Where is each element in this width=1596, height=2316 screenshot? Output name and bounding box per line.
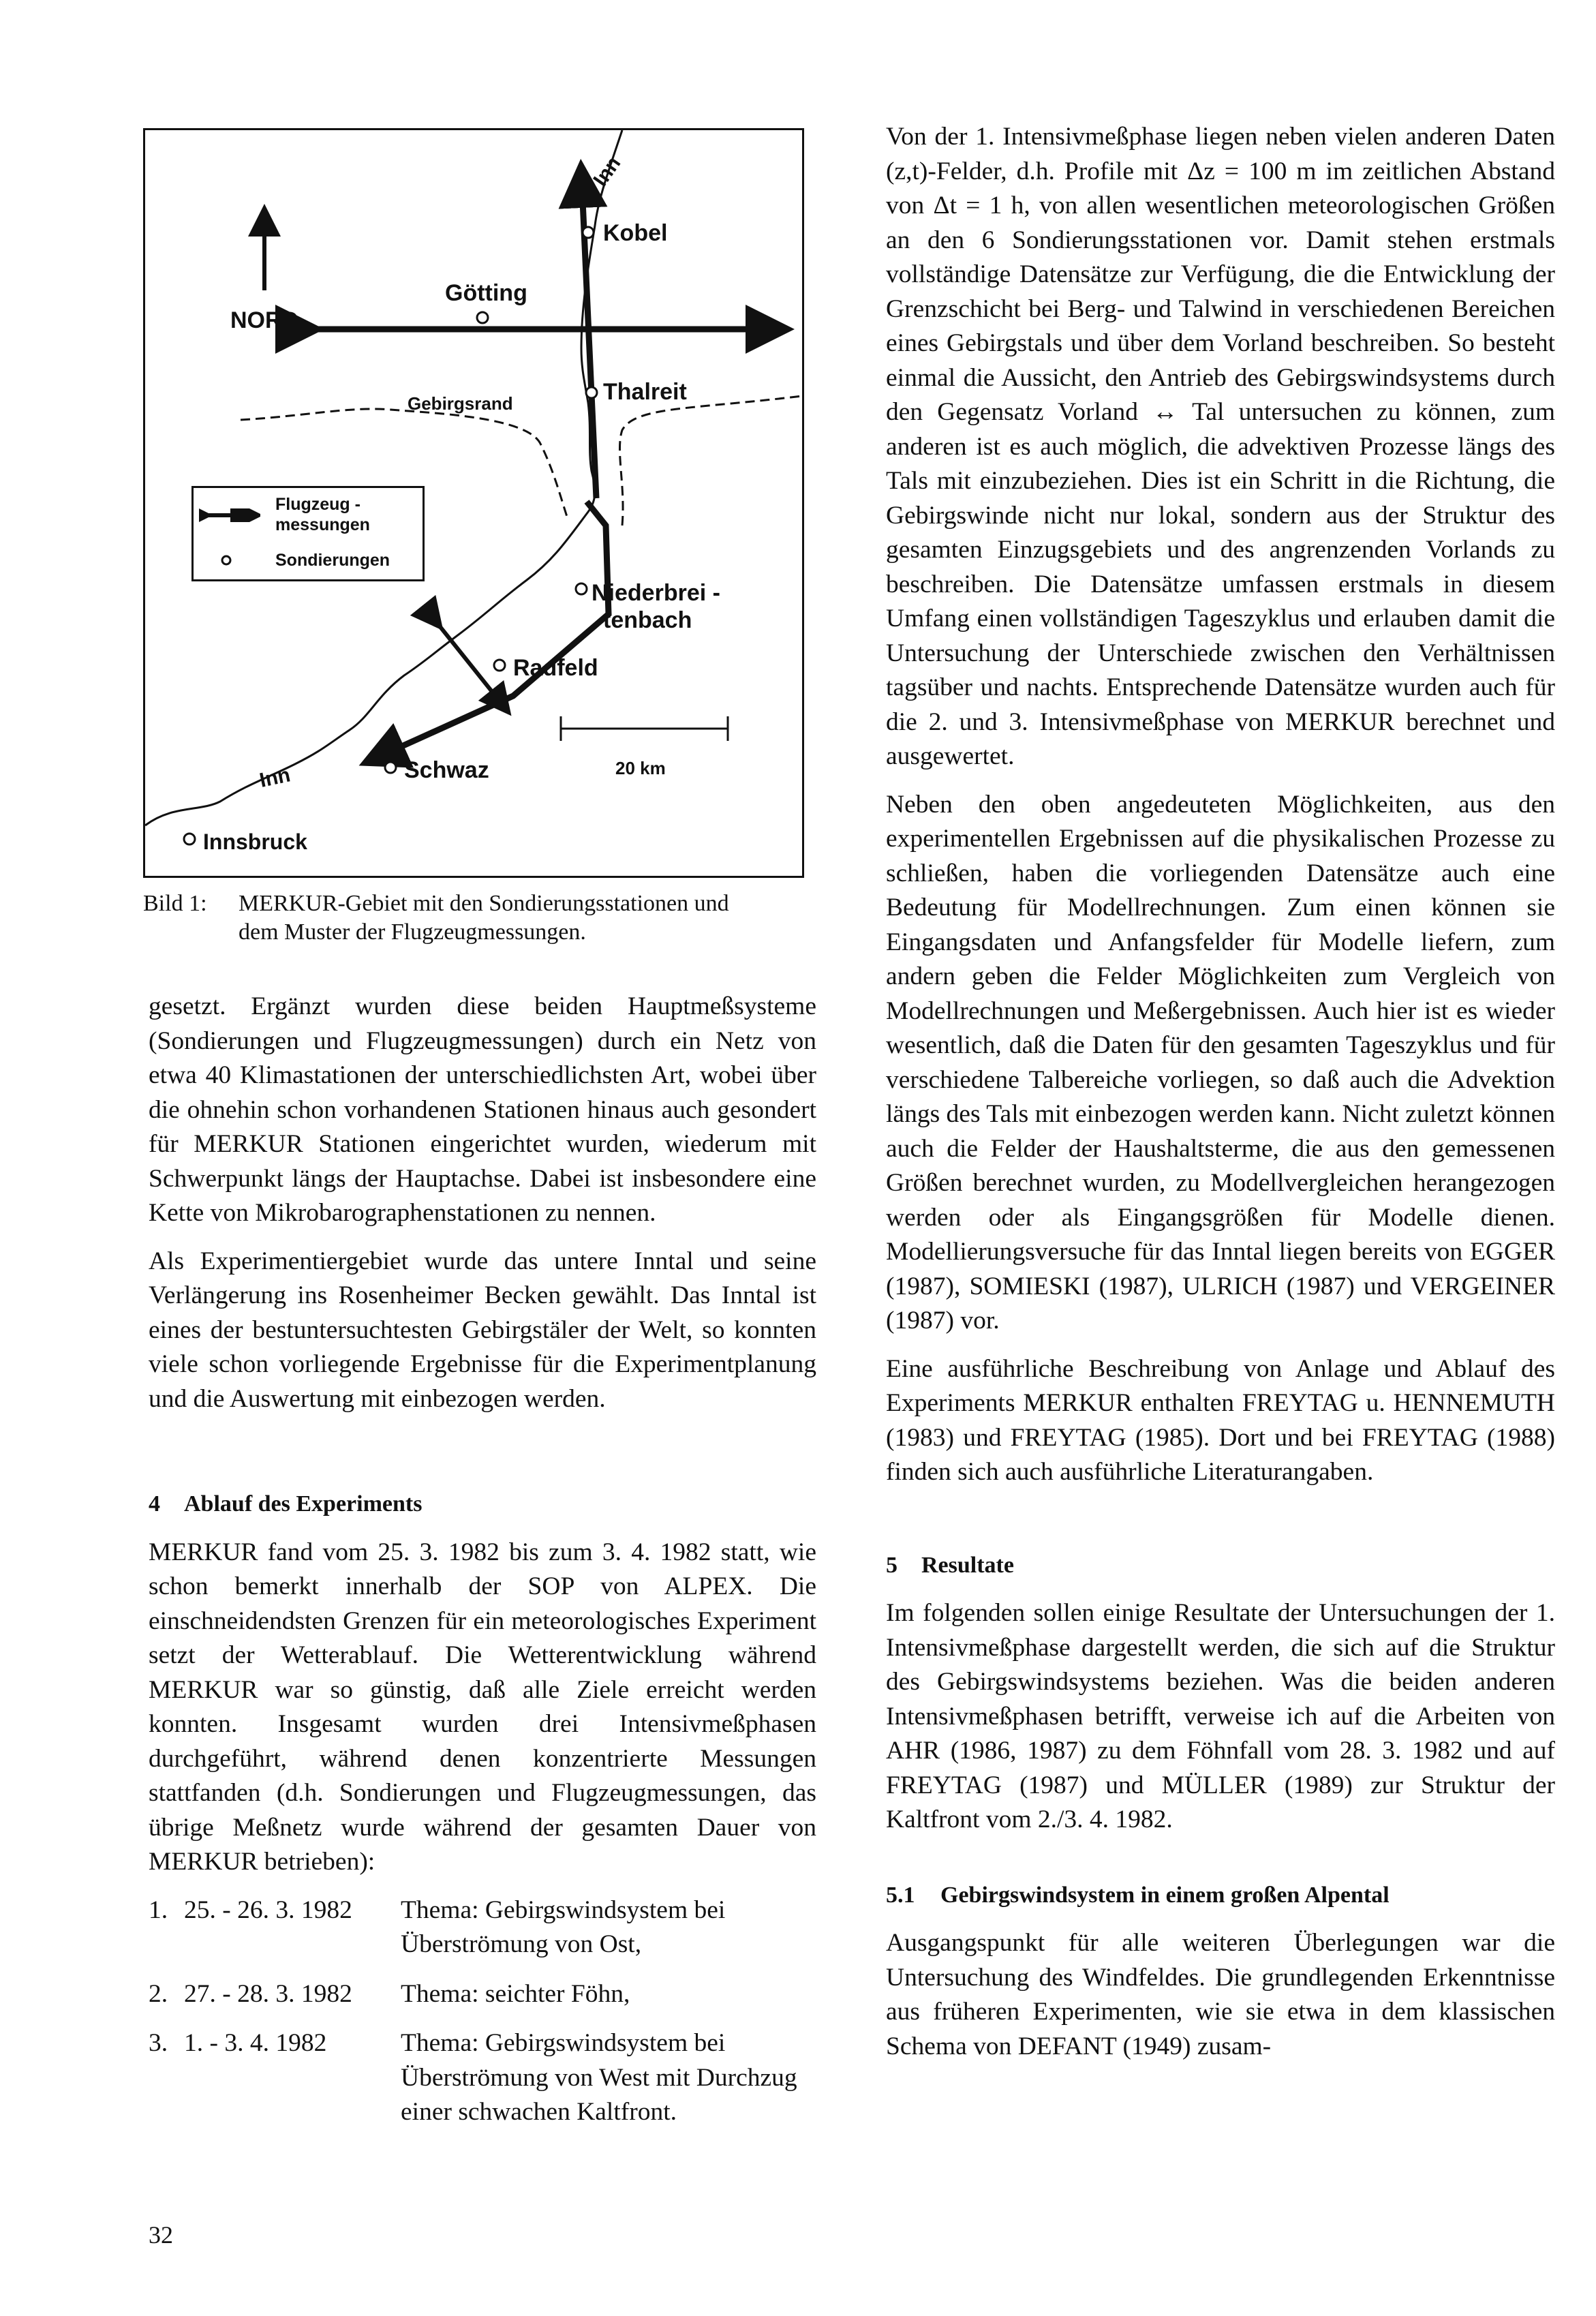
section-5-heading: 5 Resultate (886, 1552, 1014, 1578)
label-niederbreitenbach-1: Niederbrei - (592, 580, 720, 606)
right-paragraph-5: Ausgangspunkt für alle weiteren Überlegungen war die Untersuchung des Windfeldes. Die grundlegenden Erkenntnisse aus früheren Experimenten, wie sie etwa in dem klassischen Schema von DEFANT (1949) zusam- (886, 1929, 1555, 2060)
flight-line-ns (581, 171, 596, 498)
caption-line-1: MERKUR-Gebiet mit den Sondierungsstationen und (239, 891, 729, 916)
legend-flights-label-2: messungen (275, 515, 370, 534)
label-inn-bottom: Inn (258, 763, 292, 793)
scale-label: 20 km (615, 758, 666, 778)
list-item: 1. 25. - 26. 3. 1982 Thema: Gebirgswindsystem bei Überströmung von Ost, (149, 1895, 726, 1958)
station-goetting (477, 312, 488, 323)
caption-label: Bild 1: (143, 891, 207, 916)
station-kobel (583, 227, 594, 238)
label-goetting: Götting (445, 280, 527, 306)
campaign-list (149, 1893, 816, 2130)
section-4-heading: 4 Ablauf des Experiments (149, 1491, 423, 1517)
left-paragraph-1: gesetzt. Ergänzt wurden diese beiden Hauptmeßsysteme (Sondierungen und Flugzeugmessungen) durch ein Netz von etwa 40 Klimastationen der unterschiedlichsten Art, wobei über die ohnehin schon vorhandenen Stationen hinaus auch gesondert für MERKUR Stationen eingerichtet wurden, wiederum mit Schwerpunkt längs der Hauptachse. Dabei ist insbesondere eine Kette von Mikrobarographenstationen zu nennen. (149, 992, 816, 1227)
station-radfeld (494, 660, 505, 671)
section-5-1-heading: 5.1 Gebirgswindsystem in einem großen Alpental (886, 1882, 1390, 1908)
label-gebirgsrand: Gebirgsrand (408, 393, 513, 414)
station-niederbreitenbach (576, 583, 587, 594)
label-schwaz: Schwaz (404, 757, 489, 783)
left-paragraph-2: Als Experimentiergebiet wurde das untere Inntal und seine Verlängerung ins Rosenheimer Becken gewählt. Das Inntal ist eines der bestuntersuchtesten Gebirgstäler der Welt, so konnten viele schon vorliegende Ergebnisse für die Experimentplanung und die Auswertung mit einbezogen werden. (149, 1247, 816, 1413)
label-thalreit: Thalreit (603, 379, 687, 405)
page-number: 32 (149, 2221, 173, 2249)
right-paragraph-4: Im folgenden sollen einige Resultate der Untersuchungen der 1. Intensivmeßphase dargestellt werden, die sich auf die Struktur des Gebirgswindsystems beziehen. Was die beiden anderen Intensivmeßphasen betrifft, verweise ich auf die Arbeiten von AHR (1986, 1987) zu dem Föhnfall vom 28. 3. 1982 und auf FREYTAG (1987) und MÜLLER (1989) zur Struktur der Kaltfront vom 2./3. 4. 1982. (886, 1599, 1555, 1833)
station-thalreit (586, 387, 597, 398)
station-schwaz (385, 762, 396, 773)
left-column (149, 990, 816, 2145)
label-innsbruck: Innsbruck (203, 829, 307, 854)
station-innsbruck (184, 834, 195, 844)
label-niederbreitenbach-2: tenbach (603, 607, 692, 633)
map-figure (143, 128, 804, 878)
right-paragraph-2: Neben den oben angedeuteten Möglichkeiten, aus den experimentellen Ergebnissen auf die physikalischen Prozesse zu schließen, haben die vorliegenden Datensätze auch eine Bedeutung für Modellrechnungen. Zum einen können sie Eingangsdaten und Anfangsfelder für Modelle liefern, zum andern geben die Felder Möglichkeiten zum Vergleich von Modellrechnungen und Meßergebnissen. Auch hier ist es wieder wesentlich, daß die Daten für den gesamten Tageszyklus und für verschiedene Talbereiche vorliegen, so daß auch die Advektion längs des Tals mit einbezogen werden kann. Nicht zuletzt können auch die Felder der Haushaltsterme, die aus den gemessenen Größen berechnet wurden, zu Modellvergleichen herangezogen werden oder als Eingangsgrößen für Modelle dienen. Modellierungsversuche für das Inntal liegen bereits von EGGER (1987), SOMIESKI (1987), ULRICH (1987) und VERGEINER (1987) vor. (886, 790, 1555, 1335)
list-item: 2. 27. - 28. 3. 1982 Thema: seichter Föhn, (149, 1979, 630, 2008)
inn-river (145, 130, 622, 825)
list-item: 3. 1. - 3. 4. 1982 Thema: Gebirgswindsystem bei Überströmung von West mit Durchzug einer schwachen Kaltfront. (149, 2029, 797, 2126)
map-legend (191, 486, 425, 581)
legend-soundings-label: Sondierungen (275, 551, 390, 570)
label-kobel: Kobel (603, 220, 668, 246)
right-column (886, 120, 1555, 2077)
right-paragraph-1: Von der 1. Intensivmeßphase liegen neben vielen anderen Daten (z,t)-Felder, d.h. Profile mit Δz = 100 m im zeitlichen Abstand von Δt = 1 h, von allen wesentlichen meteorologischen Größen an den 6 Sondierungsstationen vor. Damit stehen erstmals vollständige Datensätze zur Verfügung, die die Entwicklung der Grenzschicht bei Berg- und Talwind in verschiedenen Bereichen eines Gebirgstals und über dem Vorland beschreiben. So besteht einmal die Aussicht, den Antrieb des Gebirgswindsystems durch den Gegensatz Vorland ↔ Tal untersuchen zu können, zum anderen ist es auch möglich, die advektiven Prozesse längs des Tals mit einzubeziehen. Dies ist ein Schritt in die Richtung, die Gebirgswinde nicht nur lokal, sondern aus der Struktur des gesamten Einzugsgebiets und des angrenzenden Vorlands zu beschreiben. Die Datensätze umfassen erstmals in diesem Umfang einen vollständigen Tageszyklus und erlauben damit die Untersuchung der Unterschiede zwischen den Verhältnissen tagsüber und nachts. Entsprechende Datensätze wurden auch für die 2. und 3. Intensivmeßphase von MERKUR berechnet und ausgewertet. (886, 123, 1555, 770)
right-paragraph-3: Eine ausführliche Beschreibung von Anlage und Ablauf des Experiments MERKUR enthalten FREYTAG u. HENNEMUTH (1983) und FREYTAG (1985). Dort und bei FREYTAG (1988) finden sich auch ausführliche Literaturangaben. (886, 1354, 1555, 1486)
caption-line-2: dem Muster der Flugzeugmessungen. (239, 919, 586, 945)
label-radfeld: Radfeld (513, 655, 598, 681)
left-paragraph-3: MERKUR fand vom 25. 3. 1982 bis zum 3. 4. 1982 statt, wie schon bemerkt innerhalb der SOP von ALPEX. Die einschneidendsten Grenzen für ein meteorologisches Experiment setzt der Wetterablauf. Die Wetterentwicklung während MERKUR war so günstig, daß alle Ziele erreicht werden konnten. Insgesamt wurden drei Intensivmeßphasen durchgeführt, während denen konzentrierte Messungen stattfanden (d.h. Sondierungen und Flugzeugmessungen, das übrige Meßnetz wurde während der gesamten Dauer von MERKUR betrieben): (149, 1538, 816, 1876)
figure-caption (143, 889, 814, 947)
legend-flights-label-1: Flugzeug - (275, 495, 360, 514)
label-inn-top: Inn (589, 152, 626, 191)
north-label: NORD (230, 307, 299, 333)
